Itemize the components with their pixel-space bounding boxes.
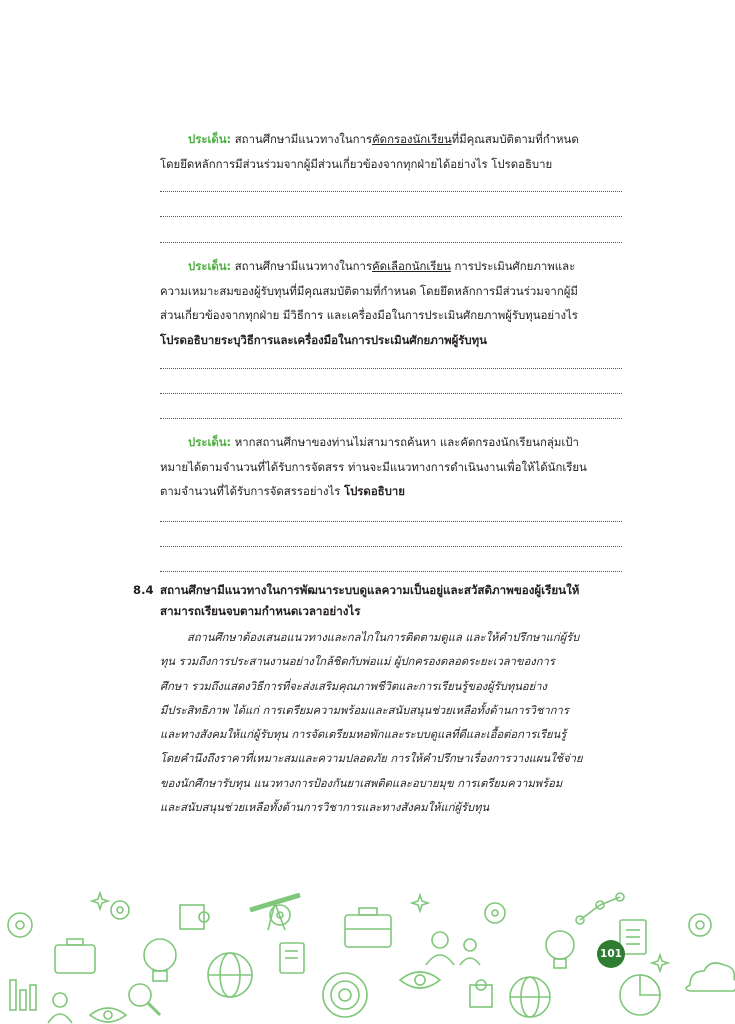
globe-icon: [510, 977, 550, 1017]
person-icon: [48, 993, 72, 1023]
briefcase-icon: [55, 939, 95, 973]
gear-icon: [485, 903, 505, 923]
question-label: ประเด็น:: [188, 435, 232, 449]
answer-line[interactable]: [160, 216, 622, 217]
gear-icon: [8, 913, 32, 937]
section-body: สถานศึกษาต้องเสนอแนวทางและกลไกในการติดตามดูแล และให้คำปรึกษาแก่ผู้รับ ทุน รวมถึงการประสานงานอย่างใกล้ชิดกับพ่อแม่ ผู้ปกครองตลอดระยะเวลาของการ ศึกษา รวมถึงแสดงวิธีการที่จะส่งเสริมคุณภาพชีวิตและการเรียนรู้ของผู้รับทุนอย่าง มีประสิทธิภาพ ได้แก่ การเตรียมความพร้อมและสนับสนุนช่วยเหลือทั้งด้านการวิชาการ และทางสังคมให้แก่ผู้รับทุน การจัดเตรียมหอพักและระบบดูแลที่ดีและเอื้อต่อการเรียนรู้ โดยคำนึงถึงราคาที่เหมาะสมและความปลอดภัย การให้คำปรึกษาเรื่องการวางแผนใช้จ่าย ของนักศึกษารับทุน แนวทางการป้องกันยาเสพติดและอบายมุข การเตรียมความพร้อม และสนับสนุนช่วยเหลือทั้งด้านการวิชาการและทางสังคมให้แก่ผู้รับทุน: [160, 631, 583, 815]
magnifier-icon: [129, 984, 160, 1015]
question-1: ประเด็น: สถานศึกษามีแนวทางในการคัดกรองนักเรียนที่มีคุณสมบัติตามที่กำหนด โดยยึดหลักการมีส่วนร่วมจากผู้มีส่วนเกี่ยวข้องจากทุกฝ่ายได้อย่างไร โปรดอธิบาย: [160, 132, 579, 171]
eye-icon: [400, 972, 440, 988]
answer-line[interactable]: [160, 571, 622, 572]
section-number: 8.4: [133, 583, 154, 597]
pie-chart-icon: [620, 975, 660, 1015]
puzzle-icon: [180, 905, 209, 929]
telescope-icon: [250, 895, 300, 930]
answer-line[interactable]: [160, 368, 622, 369]
cloud-icon: [686, 963, 735, 991]
answer-line[interactable]: [160, 393, 622, 394]
question-3: ประเด็น: หากสถานศึกษาของท่านไม่สามารถค้นหา และคัดกรองนักเรียนกลุ่มเป้า หมายได้ตามจำนวนที่ได้รับการจัดสรร ท่านจะมีแนวทางการดำเนินงานเพื่อให้ได้นักเรียน ตามจำนวนที่ได้รับการจัดสรรอย่างไร โปรดอธิบาย: [160, 435, 587, 498]
eye-icon: [90, 1008, 126, 1022]
question-label: ประเด็น:: [188, 259, 232, 273]
people-icon: [426, 932, 480, 965]
answer-line[interactable]: [160, 191, 622, 192]
section-heading: 8.4 สถานศึกษามีแนวทางในการพัฒนาระบบดูแลความเป็นอยู่และสวัสดิภาพของผู้เรียนให้ สามารถเรียนจบตามกำหนดเวลาอย่างไร: [133, 580, 633, 622]
document-icon: [280, 943, 304, 973]
sparkle-icon: [652, 955, 668, 971]
answer-line[interactable]: [160, 418, 622, 419]
page-number-badge: 101: [597, 940, 625, 968]
briefcase-icon: [345, 908, 391, 947]
answer-line[interactable]: [160, 546, 622, 547]
target-icon: [323, 973, 367, 1017]
puzzle-icon: [470, 980, 492, 1007]
globe-icon: [208, 953, 252, 997]
answer-line[interactable]: [160, 242, 622, 243]
network-icon: [576, 893, 624, 924]
question-label: ประเด็น:: [188, 132, 232, 146]
gear-icon: [689, 914, 711, 936]
bar-chart-icon: [10, 980, 36, 1010]
sparkle-icon: [92, 893, 108, 909]
question-2: ประเด็น: สถานศึกษามีแนวทางในการคัดเลือกนักเรียน การประเมินศักยภาพและ ความเหมาะสมของผู้รับทุนที่มีคุณสมบัติตามที่กำหนด โดยยึดหลักการมีส่วนร่วมจากผู้มี ส่วนเกี่ยวข้องจากทุกฝ่าย มีวิธีการ และเครื่องมือในการประเมินศักยภาพผู้รับทุนอย่างไร โปรดอธิบายระบุวิธีการและเครื่องมือในการประเมินศักยภาพผู้รับทุน: [160, 259, 578, 347]
lightbulb-icon: [144, 939, 176, 981]
sparkle-icon: [412, 895, 428, 911]
answer-line[interactable]: [160, 521, 622, 522]
lightbulb-icon: [546, 931, 574, 968]
gear-icon: [111, 901, 129, 919]
